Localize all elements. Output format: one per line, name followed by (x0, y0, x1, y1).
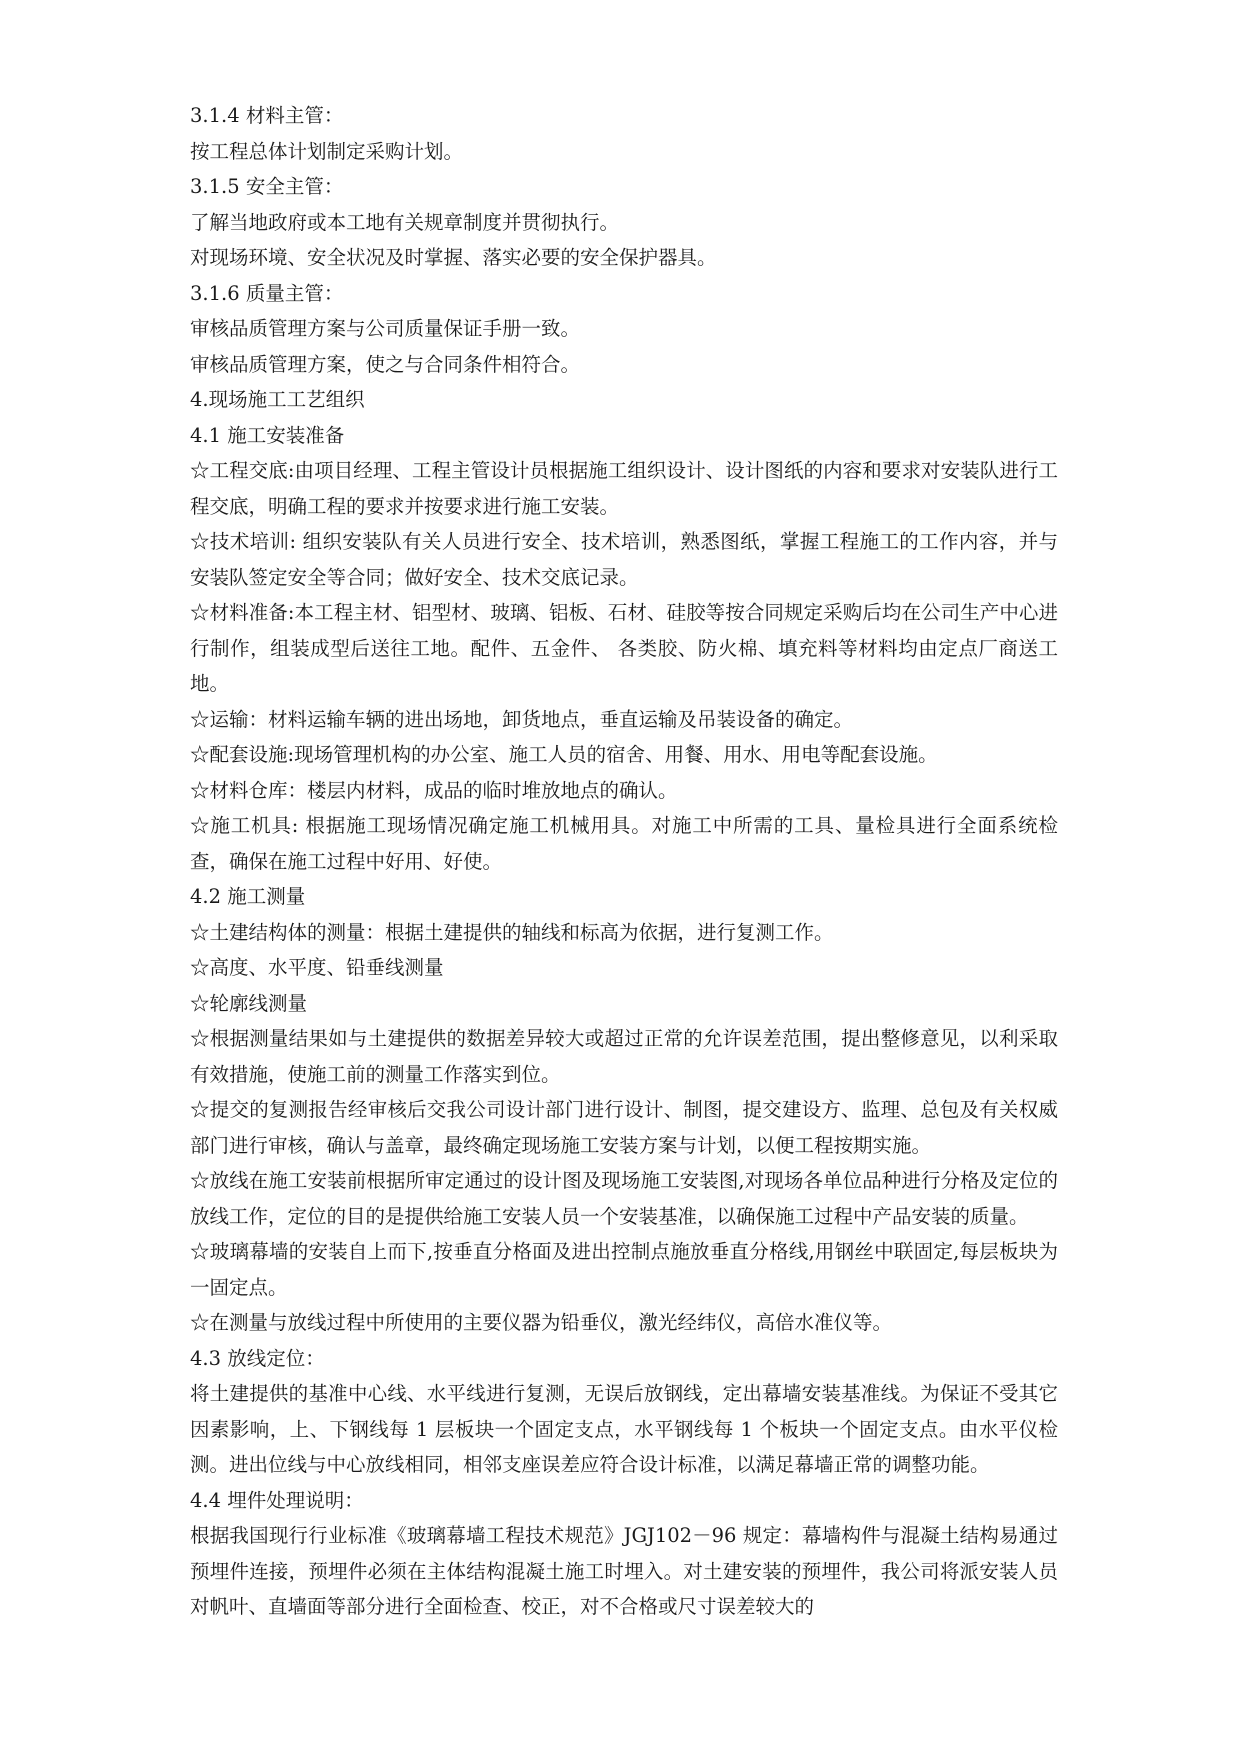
section-heading: 4.3 放线定位： (190, 1346, 325, 1370)
paragraph: 审核品质管理方案，使之与合同条件相符合。 (190, 352, 581, 376)
bullet-paragraph: ☆施工机具: 根据施工现场情况确定施工机械用具。对施工中所需的工具、量检具进行全面系统检查，确保在施工过程中好用、好使。 (190, 814, 1058, 873)
chapter-heading: 4.现场施工工艺组织 (190, 388, 365, 411)
bullet-paragraph: ☆玻璃幕墙的安装自上而下,按垂直分格面及进出控制点施放垂直分格线,用钢丝中联固定,每层板块为一固定点。 (190, 1240, 1058, 1299)
bullet-paragraph: ☆技术培训: 组织安装队有关人员进行安全、技术培训，熟悉图纸，掌握工程施工的工作内容，并与安装队签定安全等合同；做好安全、技术交底记录。 (190, 530, 1058, 589)
bullet-paragraph: ☆根据测量结果如与土建提供的数据差异较大或超过正常的允许误差范围，提出整修意见，以利采取有效措施，使施工前的测量工作落实到位。 (190, 1027, 1058, 1086)
section-heading: 4.2 施工测量 (190, 885, 306, 908)
bullet-paragraph: ☆轮廓线测量 (190, 991, 308, 1015)
paragraph: 将土建提供的基准中心线、水平线进行复测，无误后放钢线，定出幕墙安装基准线。为保证不受其它因素影响，上、下钢线每 1 层板块一个固定支点，水平钢线每 1 个板块一个固定支点。由水平仪检测。进出位线与中心放线相同，相邻支座误差应符合设计标准，以满足幕墙正常的调整功能。 (190, 1382, 1058, 1476)
paragraph: 根据我国现行行业标准《玻璃幕墙工程技术规范》JGJ102－96 规定：幕墙构件与混凝土结构易通过预埋件连接，预埋件必须在主体结构混凝土施工时埋入。对土建安装的预埋件，我公司将派安装人员对帆叶、直墙面等部分进行全面检查、校正，对不合格或尺寸误差较大的 (190, 1524, 1058, 1618)
paragraph: 对现场环境、安全状况及时掌握、落实必要的安全保护器具。 (190, 246, 717, 269)
bullet-paragraph: ☆高度、水平度、铅垂线测量 (190, 956, 444, 979)
paragraph: 审核品质管理方案与公司质量保证手册一致。 (190, 317, 581, 340)
bullet-paragraph: ☆运输：材料运输车辆的进出场地，卸货地点，垂直运输及吊装设备的确定。 (190, 707, 854, 731)
bullet-paragraph: ☆土建结构体的测量：根据土建提供的轴线和标高为依据，进行复测工作。 (190, 920, 834, 944)
section-heading: 4.1 施工安装准备 (190, 423, 345, 447)
section-heading: 3.1.5 安全主管： (190, 175, 344, 198)
bullet-paragraph: ☆工程交底:由项目经理、工程主管设计员根据施工组织设计、设计图纸的内容和要求对安装队进行工程交底，明确工程的要求并按要求进行施工安装。 (190, 459, 1058, 518)
section-heading: 4.4 埋件处理说明： (190, 1488, 364, 1512)
bullet-paragraph: ☆材料准备:本工程主材、铝型材、玻璃、铝板、石材、硅胶等按合同规定采购后均在公司生产中心进行制作，组装成型后送往工地。配件、五金件、 各类胶、防火棉、填充料等材料均由定点厂商送工地。 (190, 601, 1058, 695)
bullet-paragraph: ☆在测量与放线过程中所使用的主要仪器为铅垂仪，激光经纬仪，高倍水准仪等。 (190, 1311, 893, 1334)
bullet-paragraph: ☆放线在施工安装前根据所审定通过的设计图及现场施工安装图,对现场各单位品种进行分格及定位的放线工作，定位的目的是提供给施工安装人员一个安装基准，以确保施工过程中产品安装的质量。 (190, 1169, 1058, 1228)
bullet-paragraph: ☆配套设施:现场管理机构的办公室、施工人员的宿舍、用餐、用水、用电等配套设施。 (190, 743, 938, 766)
section-heading: 3.1.4 材料主管： (190, 104, 344, 127)
bullet-paragraph: ☆提交的复测报告经审核后交我公司设计部门进行设计、制图，提交建设方、监理、总包及有关权威部门进行审核，确认与盖章，最终确定现场施工安装方案与计划，以便工程按期实施。 (190, 1098, 1058, 1157)
paragraph: 按工程总体计划制定采购计划。 (190, 139, 464, 163)
paragraph: 了解当地政府或本工地有关规章制度并贯彻执行。 (190, 210, 620, 234)
section-heading: 3.1.6 质量主管： (190, 281, 344, 305)
bullet-paragraph: ☆材料仓库：楼层内材料，成品的临时堆放地点的确认。 (190, 778, 678, 802)
document-body (190, 98, 1058, 1625)
